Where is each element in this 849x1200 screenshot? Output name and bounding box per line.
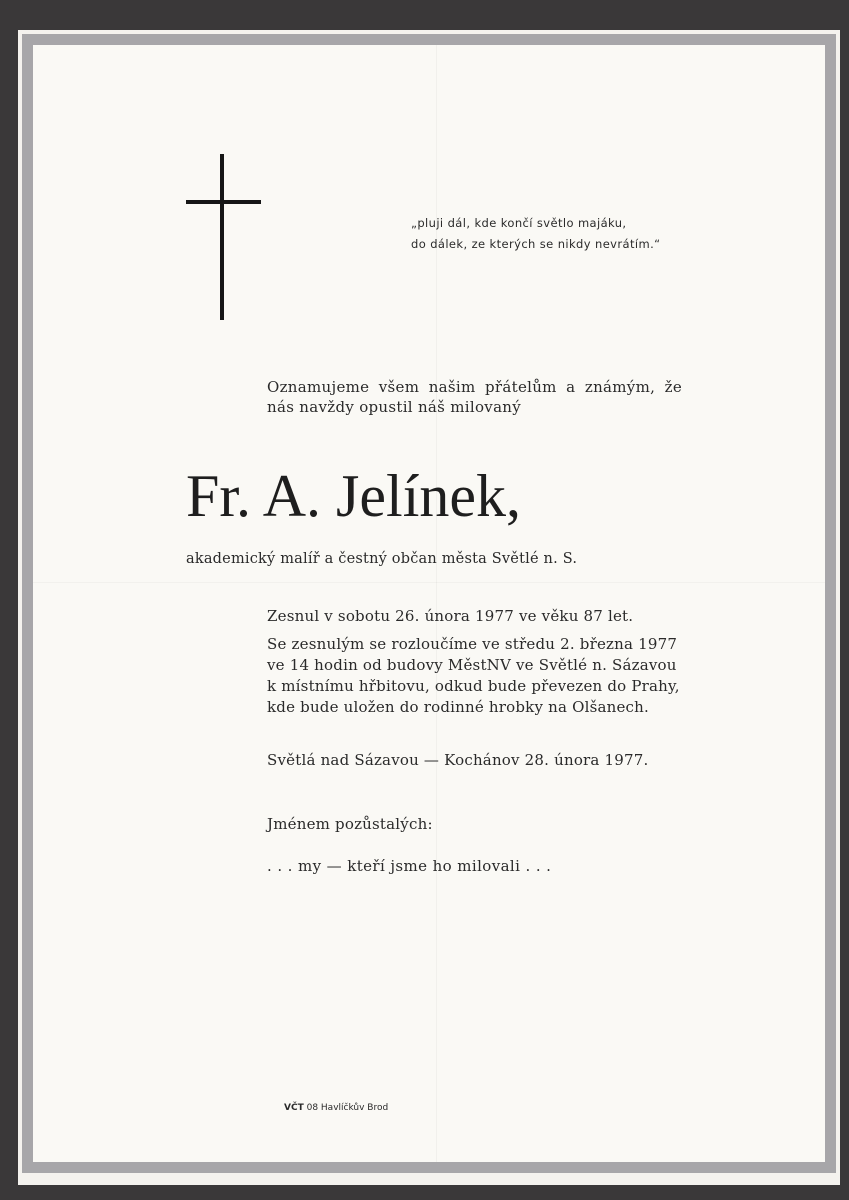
deceased-name: Fr. A. Jelínek, — [186, 463, 522, 529]
farewell-line: Se zesnulým se rozloučíme ve středu 2. března 1977 — [267, 635, 678, 653]
deceased-title: akademický malíř a čestný občan města Světlé n. S. — [186, 551, 578, 567]
epigraph-quote — [411, 213, 660, 254]
funeral-details — [267, 606, 692, 718]
place-and-date: Světlá nad Sázavou — Kochánov 28. února 1977. — [267, 751, 649, 769]
obituary-sheet — [18, 30, 840, 1185]
fold-line-horizontal — [33, 582, 825, 583]
printer-imprint — [284, 1102, 388, 1114]
signoff: . . . my — kteří jsme ho milovali . . . — [267, 857, 552, 875]
farewell-line: k místnímu hřbitovu, odkud bude převezen do Prahy, — [267, 677, 680, 695]
quote-line-1: „pluji dál, kde končí světlo majáku, — [411, 216, 627, 230]
on-behalf-of-bereaved: Jménem pozůstalých: — [267, 815, 433, 833]
printer-name: 08 Havlíčkův Brod — [306, 1103, 389, 1113]
announcement-line-1: Oznamujeme všem našim přátelům a známým, že — [267, 378, 682, 396]
quote-line-2: do dálek, ze kterých se nikdy nevrátím.“ — [411, 236, 661, 251]
cross-horizontal-bar — [186, 200, 261, 204]
cross-icon — [186, 154, 261, 320]
announcement-line-2: nás navždy opustil náš milovaný — [267, 398, 522, 416]
announcement — [267, 377, 682, 417]
death-notice: Zesnul v sobotu 26. února 1977 ve věku 87 let. — [267, 607, 634, 625]
farewell-line: ve 14 hodin od budovy MěstNV ve Světlé n. Sázavou — [267, 656, 677, 674]
cross-vertical-bar — [220, 154, 224, 320]
printer-code: VČT — [284, 1103, 304, 1113]
farewell-line: kde bude uložen do rodinné hrobky na Olšanech. — [267, 698, 649, 716]
